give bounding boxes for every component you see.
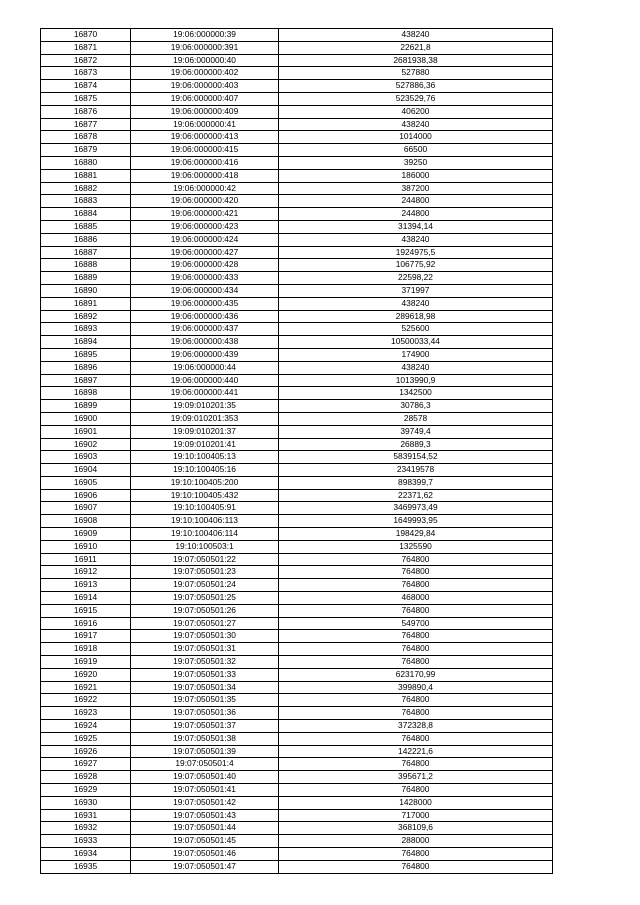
cadastral-number-cell: 19:10:100406:114 bbox=[131, 528, 279, 541]
cadastral-number-cell: 19:09:010201:41 bbox=[131, 438, 279, 451]
table-row bbox=[41, 489, 553, 502]
value-cell: 2681938,38 bbox=[279, 54, 553, 67]
value-cell: 1649993,95 bbox=[279, 515, 553, 528]
value-cell: 1014000 bbox=[279, 131, 553, 144]
row-number-cell: 16935 bbox=[41, 860, 131, 873]
table-row bbox=[41, 451, 553, 464]
table-row bbox=[41, 400, 553, 413]
table-row bbox=[41, 246, 553, 259]
table-row bbox=[41, 92, 553, 105]
value-cell: 244800 bbox=[279, 195, 553, 208]
value-cell: 764800 bbox=[279, 630, 553, 643]
table-row bbox=[41, 336, 553, 349]
cadastral-number-cell: 19:07:050501:35 bbox=[131, 694, 279, 707]
row-number-cell: 16883 bbox=[41, 195, 131, 208]
cadastral-number-cell: 19:06:000000:409 bbox=[131, 105, 279, 118]
table-row bbox=[41, 131, 553, 144]
row-number-cell: 16934 bbox=[41, 848, 131, 861]
table-row bbox=[41, 464, 553, 477]
value-cell: 764800 bbox=[279, 707, 553, 720]
value-cell: 387200 bbox=[279, 182, 553, 195]
table-row bbox=[41, 720, 553, 733]
row-number-cell: 16913 bbox=[41, 579, 131, 592]
table-row bbox=[41, 80, 553, 93]
value-cell: 1924975,5 bbox=[279, 246, 553, 259]
row-number-cell: 16875 bbox=[41, 92, 131, 105]
table-row bbox=[41, 348, 553, 361]
cadastral-number-cell: 19:07:050501:27 bbox=[131, 617, 279, 630]
value-cell: 10500033,44 bbox=[279, 336, 553, 349]
row-number-cell: 16909 bbox=[41, 528, 131, 541]
table-row bbox=[41, 592, 553, 605]
cadastral-number-cell: 19:06:000000:435 bbox=[131, 297, 279, 310]
cadastral-number-cell: 19:06:000000:437 bbox=[131, 323, 279, 336]
row-number-cell: 16892 bbox=[41, 310, 131, 323]
row-number-cell: 16874 bbox=[41, 80, 131, 93]
value-cell: 468000 bbox=[279, 592, 553, 605]
table-row bbox=[41, 681, 553, 694]
cadastral-number-cell: 19:06:000000:433 bbox=[131, 272, 279, 285]
cadastral-number-cell: 19:06:000000:44 bbox=[131, 361, 279, 374]
table-row bbox=[41, 425, 553, 438]
table-row bbox=[41, 668, 553, 681]
cadastral-number-cell: 19:06:000000:424 bbox=[131, 233, 279, 246]
row-number-cell: 16932 bbox=[41, 822, 131, 835]
value-cell: 399890,4 bbox=[279, 681, 553, 694]
row-number-cell: 16889 bbox=[41, 272, 131, 285]
row-number-cell: 16931 bbox=[41, 809, 131, 822]
cadastral-number-cell: 19:07:050501:34 bbox=[131, 681, 279, 694]
cadastral-number-cell: 19:10:100406:113 bbox=[131, 515, 279, 528]
table-row bbox=[41, 822, 553, 835]
value-cell: 438240 bbox=[279, 361, 553, 374]
value-cell: 764800 bbox=[279, 732, 553, 745]
cadastral-number-cell: 19:07:050501:46 bbox=[131, 848, 279, 861]
value-cell: 523529,76 bbox=[279, 92, 553, 105]
table-row bbox=[41, 771, 553, 784]
value-cell: 764800 bbox=[279, 566, 553, 579]
value-cell: 764800 bbox=[279, 643, 553, 656]
value-cell: 5839154,52 bbox=[279, 451, 553, 464]
table-row bbox=[41, 630, 553, 643]
row-number-cell: 16916 bbox=[41, 617, 131, 630]
value-cell: 22371,62 bbox=[279, 489, 553, 502]
cadastral-number-cell: 19:06:000000:439 bbox=[131, 348, 279, 361]
row-number-cell: 16933 bbox=[41, 835, 131, 848]
value-cell: 142221,6 bbox=[279, 745, 553, 758]
value-cell: 1428000 bbox=[279, 796, 553, 809]
row-number-cell: 16898 bbox=[41, 387, 131, 400]
row-number-cell: 16928 bbox=[41, 771, 131, 784]
row-number-cell: 16910 bbox=[41, 540, 131, 553]
row-number-cell: 16918 bbox=[41, 643, 131, 656]
table-row bbox=[41, 860, 553, 873]
row-number-cell: 16876 bbox=[41, 105, 131, 118]
table-row bbox=[41, 374, 553, 387]
cadastral-number-cell: 19:07:050501:32 bbox=[131, 656, 279, 669]
row-number-cell: 16907 bbox=[41, 502, 131, 515]
table-row bbox=[41, 272, 553, 285]
cadastral-number-cell: 19:07:050501:43 bbox=[131, 809, 279, 822]
value-cell: 764800 bbox=[279, 848, 553, 861]
row-number-cell: 16893 bbox=[41, 323, 131, 336]
row-number-cell: 16920 bbox=[41, 668, 131, 681]
table-row bbox=[41, 412, 553, 425]
value-cell: 549700 bbox=[279, 617, 553, 630]
cadastral-number-cell: 19:06:000000:391 bbox=[131, 41, 279, 54]
value-cell: 39749,4 bbox=[279, 425, 553, 438]
row-number-cell: 16903 bbox=[41, 451, 131, 464]
cadastral-number-cell: 19:06:000000:42 bbox=[131, 182, 279, 195]
value-cell: 23419578 bbox=[279, 464, 553, 477]
value-cell: 198429,84 bbox=[279, 528, 553, 541]
row-number-cell: 16904 bbox=[41, 464, 131, 477]
row-number-cell: 16929 bbox=[41, 784, 131, 797]
cadastral-number-cell: 19:10:100405:13 bbox=[131, 451, 279, 464]
row-number-cell: 16873 bbox=[41, 67, 131, 80]
table-row bbox=[41, 144, 553, 157]
row-number-cell: 16881 bbox=[41, 169, 131, 182]
row-number-cell: 16895 bbox=[41, 348, 131, 361]
value-cell: 438240 bbox=[279, 297, 553, 310]
cadastral-number-cell: 19:06:000000:438 bbox=[131, 336, 279, 349]
cadastral-number-cell: 19:10:100405:91 bbox=[131, 502, 279, 515]
table-row bbox=[41, 208, 553, 221]
table-row bbox=[41, 233, 553, 246]
row-number-cell: 16919 bbox=[41, 656, 131, 669]
cadastral-number-cell: 19:07:050501:39 bbox=[131, 745, 279, 758]
row-number-cell: 16925 bbox=[41, 732, 131, 745]
cadastral-number-cell: 19:07:050501:31 bbox=[131, 643, 279, 656]
value-cell: 438240 bbox=[279, 29, 553, 42]
cadastral-number-cell: 19:06:000000:420 bbox=[131, 195, 279, 208]
cadastral-number-cell: 19:07:050501:41 bbox=[131, 784, 279, 797]
row-number-cell: 16930 bbox=[41, 796, 131, 809]
value-cell: 368109,6 bbox=[279, 822, 553, 835]
table-row bbox=[41, 745, 553, 758]
row-number-cell: 16905 bbox=[41, 476, 131, 489]
table-row bbox=[41, 323, 553, 336]
cadastral-number-cell: 19:07:050501:22 bbox=[131, 553, 279, 566]
value-cell: 764800 bbox=[279, 553, 553, 566]
table-row bbox=[41, 617, 553, 630]
table-row bbox=[41, 67, 553, 80]
table-row bbox=[41, 259, 553, 272]
row-number-cell: 16900 bbox=[41, 412, 131, 425]
cadastral-number-cell: 19:07:050501:24 bbox=[131, 579, 279, 592]
row-number-cell: 16877 bbox=[41, 118, 131, 131]
table-row bbox=[41, 387, 553, 400]
value-cell: 764800 bbox=[279, 579, 553, 592]
row-number-cell: 16899 bbox=[41, 400, 131, 413]
cadastral-number-cell: 19:06:000000:402 bbox=[131, 67, 279, 80]
cadastral-number-cell: 19:06:000000:423 bbox=[131, 220, 279, 233]
cadastral-number-cell: 19:07:050501:47 bbox=[131, 860, 279, 873]
row-number-cell: 16880 bbox=[41, 156, 131, 169]
table-row bbox=[41, 195, 553, 208]
cadastral-number-cell: 19:07:050501:25 bbox=[131, 592, 279, 605]
row-number-cell: 16914 bbox=[41, 592, 131, 605]
value-cell: 3469973,49 bbox=[279, 502, 553, 515]
value-cell: 623170,99 bbox=[279, 668, 553, 681]
value-cell: 406200 bbox=[279, 105, 553, 118]
cadastral-number-cell: 19:07:050501:26 bbox=[131, 604, 279, 617]
row-number-cell: 16894 bbox=[41, 336, 131, 349]
cadastral-number-cell: 19:06:000000:41 bbox=[131, 118, 279, 131]
value-cell: 1325590 bbox=[279, 540, 553, 553]
row-number-cell: 16927 bbox=[41, 758, 131, 771]
cadastral-number-cell: 19:06:000000:428 bbox=[131, 259, 279, 272]
cadastral-number-cell: 19:07:050501:44 bbox=[131, 822, 279, 835]
row-number-cell: 16871 bbox=[41, 41, 131, 54]
table-row bbox=[41, 732, 553, 745]
table-row bbox=[41, 41, 553, 54]
value-cell: 764800 bbox=[279, 860, 553, 873]
row-number-cell: 16923 bbox=[41, 707, 131, 720]
row-number-cell: 16922 bbox=[41, 694, 131, 707]
value-cell: 66500 bbox=[279, 144, 553, 157]
cadastral-number-cell: 19:07:050501:45 bbox=[131, 835, 279, 848]
value-cell: 371997 bbox=[279, 284, 553, 297]
cadastral-number-cell: 19:07:050501:40 bbox=[131, 771, 279, 784]
cadastral-number-cell: 19:06:000000:40 bbox=[131, 54, 279, 67]
cadastral-number-cell: 19:07:050501:42 bbox=[131, 796, 279, 809]
table-row bbox=[41, 438, 553, 451]
data-table bbox=[40, 28, 553, 874]
table-row bbox=[41, 835, 553, 848]
value-cell: 26889,3 bbox=[279, 438, 553, 451]
value-cell: 372328,8 bbox=[279, 720, 553, 733]
table-row bbox=[41, 796, 553, 809]
row-number-cell: 16921 bbox=[41, 681, 131, 694]
cadastral-number-cell: 19:06:000000:421 bbox=[131, 208, 279, 221]
value-cell: 244800 bbox=[279, 208, 553, 221]
table-row bbox=[41, 284, 553, 297]
table-row bbox=[41, 515, 553, 528]
table-row bbox=[41, 694, 553, 707]
cadastral-number-cell: 19:10:100405:200 bbox=[131, 476, 279, 489]
table-row bbox=[41, 297, 553, 310]
row-number-cell: 16906 bbox=[41, 489, 131, 502]
table-row bbox=[41, 540, 553, 553]
row-number-cell: 16926 bbox=[41, 745, 131, 758]
row-number-cell: 16912 bbox=[41, 566, 131, 579]
value-cell: 31394,14 bbox=[279, 220, 553, 233]
table-row bbox=[41, 310, 553, 323]
value-cell: 106775,92 bbox=[279, 259, 553, 272]
row-number-cell: 16872 bbox=[41, 54, 131, 67]
table-row bbox=[41, 220, 553, 233]
table-row bbox=[41, 758, 553, 771]
cadastral-number-cell: 19:06:000000:407 bbox=[131, 92, 279, 105]
row-number-cell: 16924 bbox=[41, 720, 131, 733]
row-number-cell: 16888 bbox=[41, 259, 131, 272]
value-cell: 22598,22 bbox=[279, 272, 553, 285]
value-cell: 174900 bbox=[279, 348, 553, 361]
table-row bbox=[41, 54, 553, 67]
row-number-cell: 16915 bbox=[41, 604, 131, 617]
cadastral-number-cell: 19:06:000000:418 bbox=[131, 169, 279, 182]
cadastral-number-cell: 19:07:050501:38 bbox=[131, 732, 279, 745]
table-row bbox=[41, 553, 553, 566]
value-cell: 764800 bbox=[279, 694, 553, 707]
table-row bbox=[41, 105, 553, 118]
cadastral-number-cell: 19:06:000000:415 bbox=[131, 144, 279, 157]
value-cell: 1342500 bbox=[279, 387, 553, 400]
row-number-cell: 16885 bbox=[41, 220, 131, 233]
cadastral-number-cell: 19:07:050501:23 bbox=[131, 566, 279, 579]
value-cell: 1013990,9 bbox=[279, 374, 553, 387]
row-number-cell: 16902 bbox=[41, 438, 131, 451]
row-number-cell: 16917 bbox=[41, 630, 131, 643]
row-number-cell: 16887 bbox=[41, 246, 131, 259]
row-number-cell: 16891 bbox=[41, 297, 131, 310]
value-cell: 527886,36 bbox=[279, 80, 553, 93]
value-cell: 898399,7 bbox=[279, 476, 553, 489]
cadastral-number-cell: 19:09:010201:35 bbox=[131, 400, 279, 413]
cadastral-number-cell: 19:06:000000:416 bbox=[131, 156, 279, 169]
cadastral-number-cell: 19:06:000000:441 bbox=[131, 387, 279, 400]
table-row bbox=[41, 784, 553, 797]
cadastral-number-cell: 19:10:100503:1 bbox=[131, 540, 279, 553]
cadastral-number-cell: 19:07:050501:4 bbox=[131, 758, 279, 771]
table-row bbox=[41, 604, 553, 617]
row-number-cell: 16890 bbox=[41, 284, 131, 297]
value-cell: 525600 bbox=[279, 323, 553, 336]
table-body bbox=[41, 29, 553, 874]
cadastral-number-cell: 19:06:000000:403 bbox=[131, 80, 279, 93]
value-cell: 764800 bbox=[279, 784, 553, 797]
value-cell: 39250 bbox=[279, 156, 553, 169]
value-cell: 28578 bbox=[279, 412, 553, 425]
cadastral-number-cell: 19:10:100405:432 bbox=[131, 489, 279, 502]
row-number-cell: 16911 bbox=[41, 553, 131, 566]
value-cell: 438240 bbox=[279, 118, 553, 131]
row-number-cell: 16878 bbox=[41, 131, 131, 144]
value-cell: 30786,3 bbox=[279, 400, 553, 413]
value-cell: 764800 bbox=[279, 604, 553, 617]
value-cell: 438240 bbox=[279, 233, 553, 246]
value-cell: 288000 bbox=[279, 835, 553, 848]
value-cell: 764800 bbox=[279, 758, 553, 771]
row-number-cell: 16884 bbox=[41, 208, 131, 221]
value-cell: 22621,8 bbox=[279, 41, 553, 54]
row-number-cell: 16879 bbox=[41, 144, 131, 157]
row-number-cell: 16901 bbox=[41, 425, 131, 438]
table-row bbox=[41, 169, 553, 182]
value-cell: 527880 bbox=[279, 67, 553, 80]
table-row bbox=[41, 809, 553, 822]
table-row bbox=[41, 156, 553, 169]
cadastral-number-cell: 19:07:050501:33 bbox=[131, 668, 279, 681]
cadastral-number-cell: 19:07:050501:36 bbox=[131, 707, 279, 720]
cadastral-number-cell: 19:07:050501:30 bbox=[131, 630, 279, 643]
cadastral-number-cell: 19:06:000000:440 bbox=[131, 374, 279, 387]
row-number-cell: 16886 bbox=[41, 233, 131, 246]
row-number-cell: 16908 bbox=[41, 515, 131, 528]
cadastral-number-cell: 19:06:000000:39 bbox=[131, 29, 279, 42]
table-row bbox=[41, 29, 553, 42]
table-row bbox=[41, 566, 553, 579]
table-row bbox=[41, 643, 553, 656]
cadastral-number-cell: 19:09:010201:353 bbox=[131, 412, 279, 425]
cadastral-number-cell: 19:07:050501:37 bbox=[131, 720, 279, 733]
value-cell: 764800 bbox=[279, 656, 553, 669]
row-number-cell: 16897 bbox=[41, 374, 131, 387]
table-row bbox=[41, 476, 553, 489]
table-row bbox=[41, 182, 553, 195]
row-number-cell: 16870 bbox=[41, 29, 131, 42]
value-cell: 289618,98 bbox=[279, 310, 553, 323]
table-row bbox=[41, 579, 553, 592]
row-number-cell: 16896 bbox=[41, 361, 131, 374]
cadastral-number-cell: 19:06:000000:427 bbox=[131, 246, 279, 259]
value-cell: 717000 bbox=[279, 809, 553, 822]
table-row bbox=[41, 118, 553, 131]
cadastral-number-cell: 19:06:000000:413 bbox=[131, 131, 279, 144]
table-row bbox=[41, 528, 553, 541]
cadastral-number-cell: 19:10:100405:16 bbox=[131, 464, 279, 477]
value-cell: 186000 bbox=[279, 169, 553, 182]
cadastral-number-cell: 19:09:010201:37 bbox=[131, 425, 279, 438]
table-row bbox=[41, 656, 553, 669]
table-row bbox=[41, 848, 553, 861]
row-number-cell: 16882 bbox=[41, 182, 131, 195]
value-cell: 395671,2 bbox=[279, 771, 553, 784]
table-row bbox=[41, 707, 553, 720]
cadastral-number-cell: 19:06:000000:436 bbox=[131, 310, 279, 323]
table-row bbox=[41, 502, 553, 515]
cadastral-number-cell: 19:06:000000:434 bbox=[131, 284, 279, 297]
table-row bbox=[41, 361, 553, 374]
